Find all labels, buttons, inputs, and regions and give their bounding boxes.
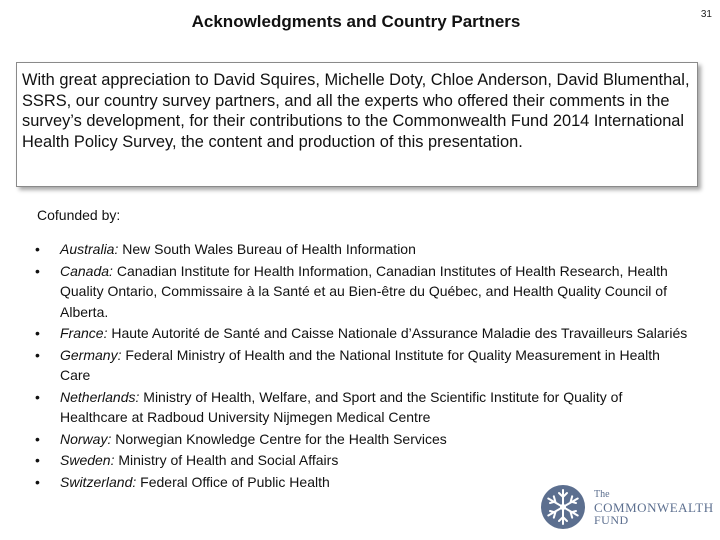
list-item bbox=[33, 429, 688, 450]
acknowledgment-box bbox=[16, 62, 698, 187]
partner-list bbox=[33, 239, 688, 493]
logo-the: The bbox=[594, 489, 610, 500]
partner-org: Ministry of Health, Welfare, and Sport and the Scientific Institute for Quality of Healthcare at Radboud University Nijmegen Medical Centre bbox=[60, 388, 623, 425]
partner-org: Ministry of Health and Social Affairs bbox=[114, 452, 339, 468]
cofunded-label: Cofunded by: bbox=[37, 207, 121, 223]
logo-fund: FUND bbox=[594, 513, 629, 527]
bullet: • bbox=[35, 346, 40, 363]
country-name: Norway: bbox=[60, 430, 112, 447]
logo-name: COMMONWEALTH bbox=[594, 500, 714, 515]
slide-title: Acknowledgments and Country Partners bbox=[191, 12, 521, 31]
bullet: • bbox=[35, 388, 40, 405]
partner-org: Federal Office of Public Health bbox=[136, 473, 330, 490]
bullet: • bbox=[35, 430, 40, 447]
partner-org: Canadian Institute for Health Information, Canadian Institutes of Health Research, Health Quality Ontario, Commissaire à la Santé et au Bien-être du Québec, and Health Quality Council of Alberta. bbox=[60, 262, 668, 320]
list-item bbox=[33, 387, 688, 428]
country-name: Switzerland: bbox=[60, 473, 137, 490]
country-name: Sweden: bbox=[60, 452, 115, 468]
bullet: • bbox=[35, 241, 40, 257]
list-item bbox=[33, 450, 688, 471]
list-item bbox=[33, 323, 688, 344]
page-number: 31 bbox=[700, 9, 712, 20]
country-name: Australia: bbox=[60, 241, 119, 257]
commonwealth-fund-logo bbox=[540, 484, 714, 530]
partner-org: New South Wales Bureau of Health Information bbox=[118, 241, 416, 257]
logo-wordmark bbox=[594, 488, 714, 527]
acknowledgment-text: With great appreciation to David Squires, Michelle Doty, Chloe Anderson, David Blumenthal, SSRS, our country survey partners, and all the experts who offered their comments in the survey’s development, for their contributions to the Commonwealth Fund 2014 International Health Policy Survey, the content and production of this presentation. bbox=[22, 71, 690, 151]
partner-org: Federal Ministry of Health and the National Institute for Quality Measurement in Health Care bbox=[60, 346, 660, 383]
snowflake-icon bbox=[540, 484, 586, 530]
list-item bbox=[33, 239, 688, 260]
bullet: • bbox=[35, 473, 40, 490]
country-name: France: bbox=[60, 325, 108, 341]
country-name: Germany: bbox=[60, 346, 122, 363]
list-item bbox=[33, 345, 688, 386]
bullet: • bbox=[35, 452, 40, 468]
country-name: Canada: bbox=[60, 262, 113, 279]
partner-org: Norwegian Knowledge Centre for the Health Services bbox=[111, 430, 447, 447]
partner-org: Haute Autorité de Santé and Caisse Nationale d’Assurance Maladie des Travailleurs Salariés bbox=[107, 325, 688, 341]
country-name: Netherlands: bbox=[60, 388, 140, 405]
bullet: • bbox=[35, 325, 40, 341]
list-item bbox=[33, 261, 688, 323]
bullet: • bbox=[35, 262, 40, 279]
